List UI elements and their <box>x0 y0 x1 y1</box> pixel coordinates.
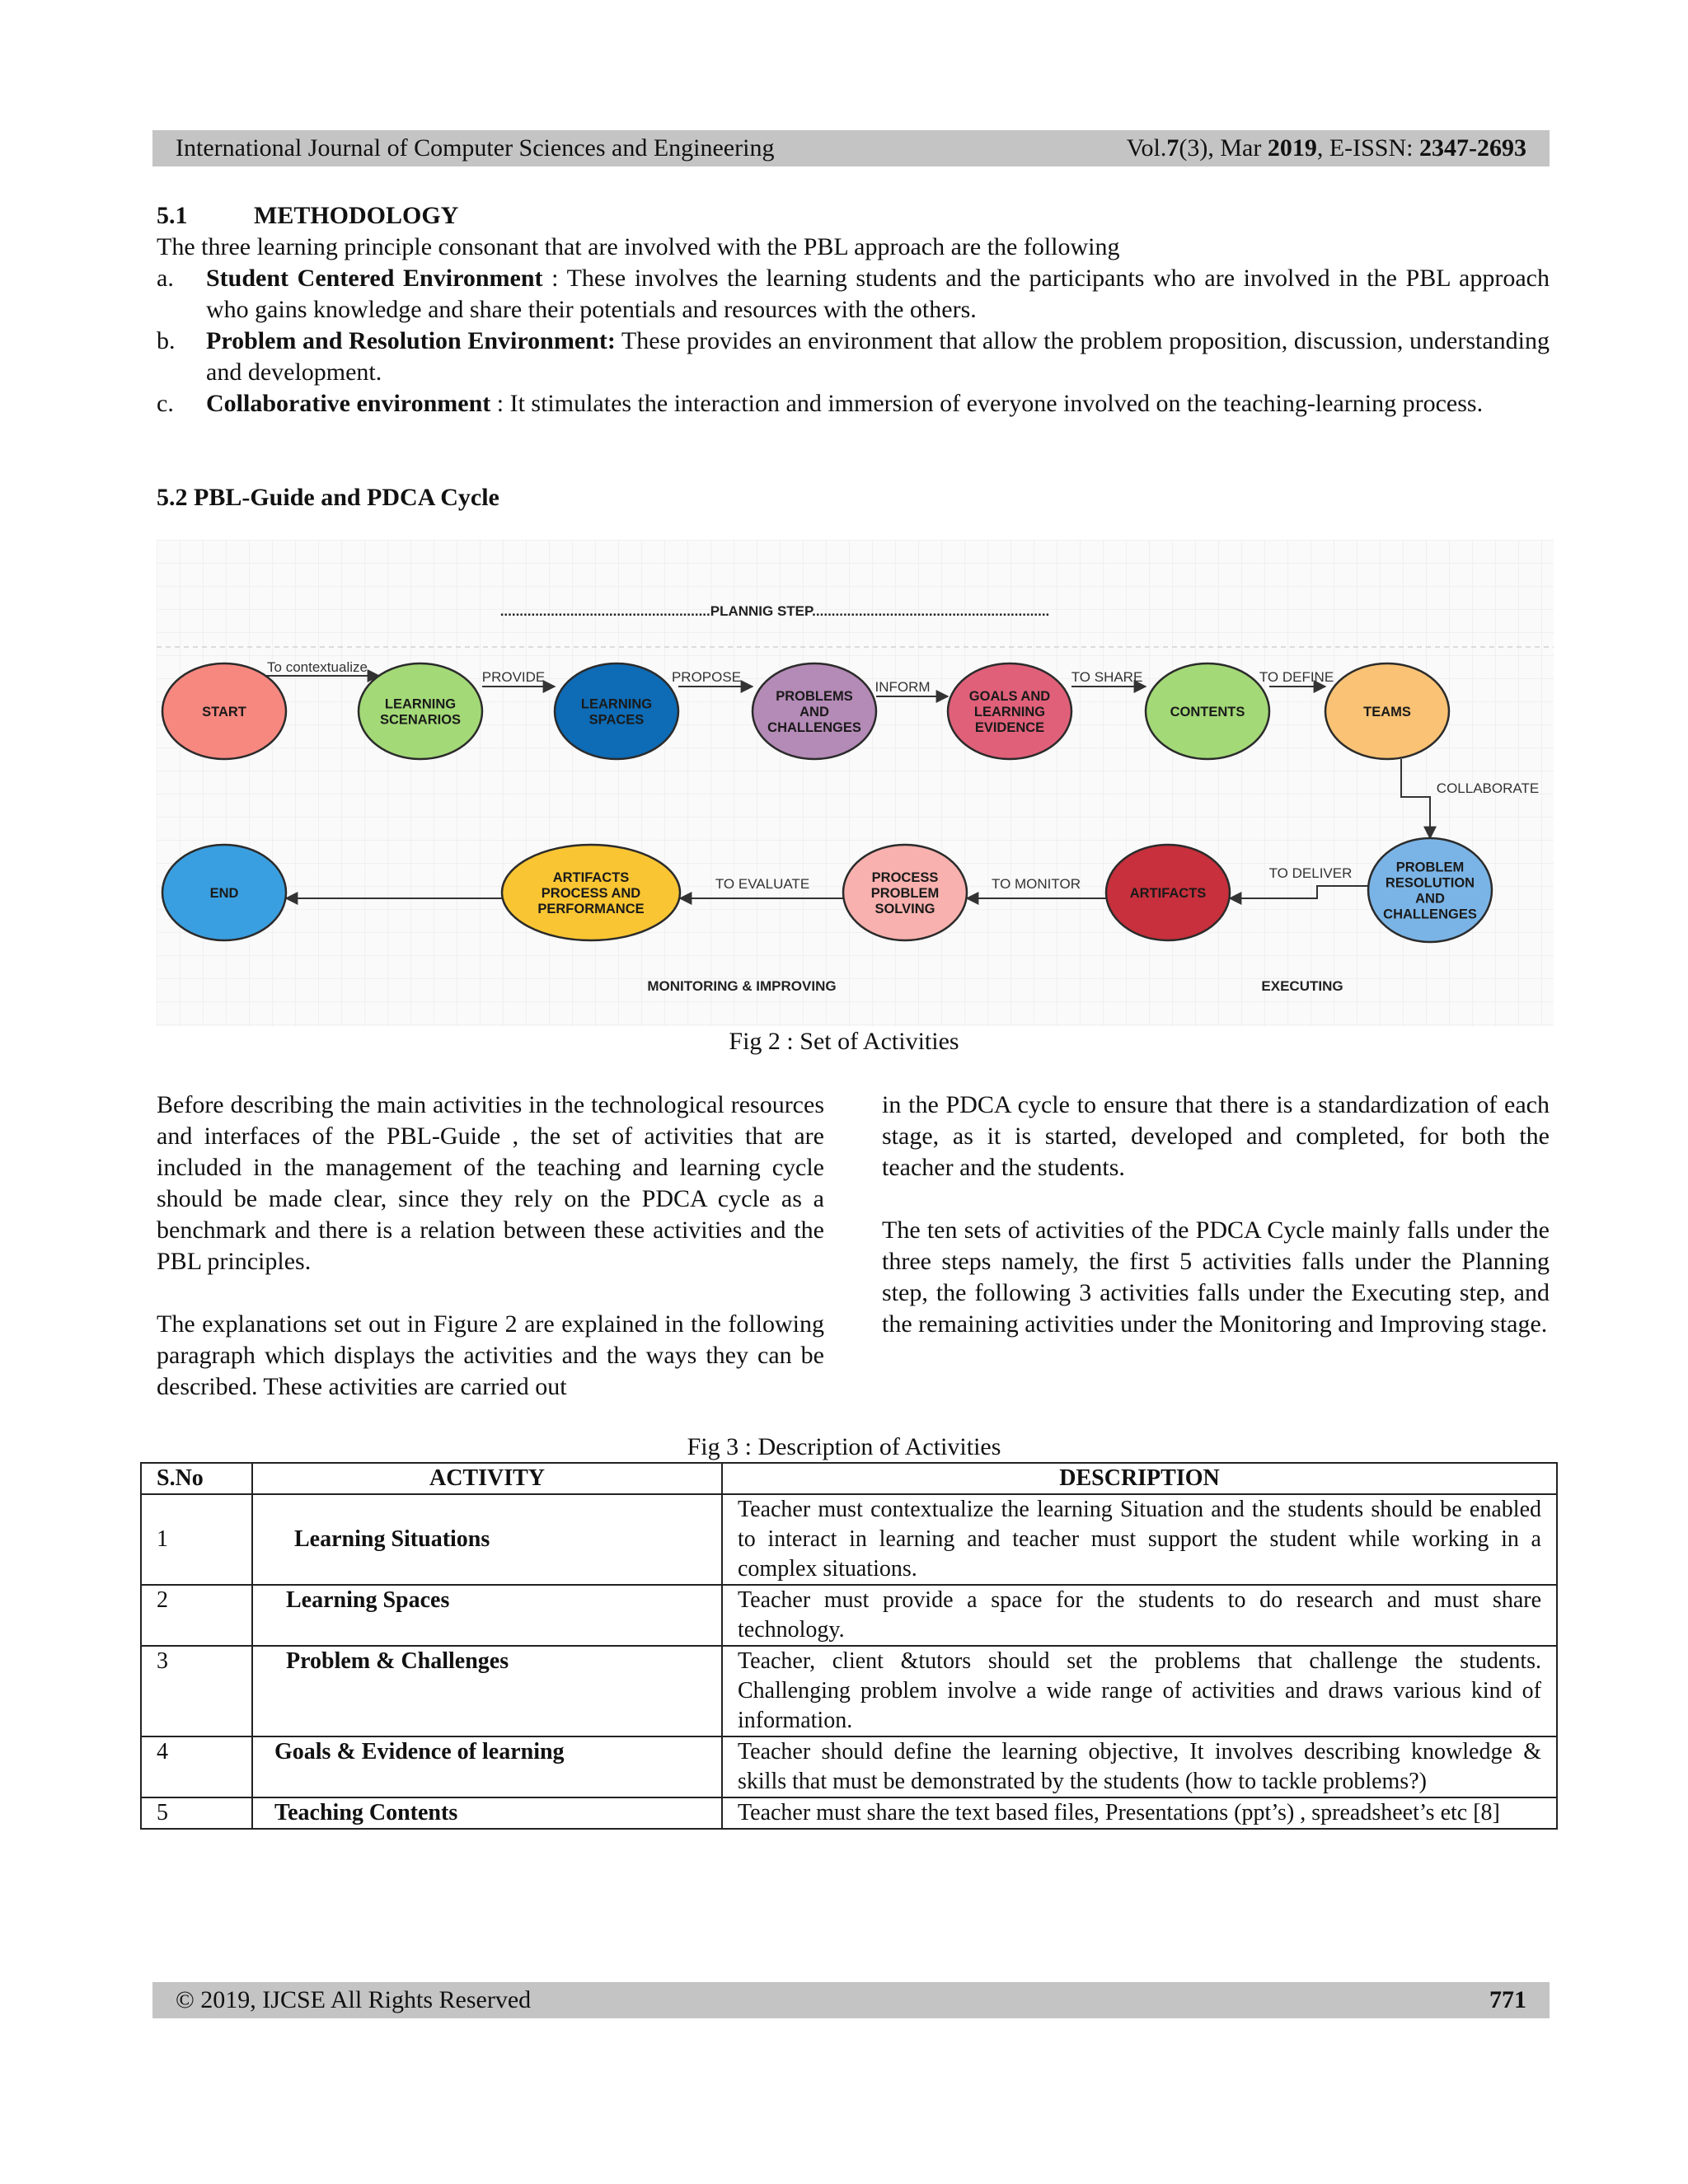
cell-description: Teacher must contextualize the learning Situation and the students should be enabled to interact in learning and teacher must support the student while working in a complex situations. <box>722 1494 1557 1585</box>
list-item: a. Student Centered Environment : These involves the learning students and the participants who are involved in the PBL approach who gains knowledge and share their potentials and resources with the others. <box>157 265 1550 323</box>
node-label: CONTENTS <box>1170 705 1245 719</box>
node-label: PROBLEM <box>1395 860 1465 875</box>
node-label: RESOLUTION <box>1385 875 1475 891</box>
table-row <box>141 1797 1557 1829</box>
executing-label: EXECUTING <box>1261 978 1343 994</box>
list-item: b. Problem and Resolution Environment: These provides an environment that allow the problem proposition, discussion, understanding and development. <box>157 327 1550 386</box>
node-start <box>162 663 286 759</box>
edge-label: TO MONITOR <box>992 876 1081 892</box>
node-teams <box>1325 663 1449 759</box>
copyright: © 2019, IJCSE All Rights Reserved <box>176 1986 532 2013</box>
edge-label: TO DEFINE <box>1259 669 1334 685</box>
volume-info: Vol.7(3), Mar 2019, E-ISSN: 2347-2693 <box>1126 134 1526 162</box>
node-label: AND <box>1415 891 1445 907</box>
cell-activity: Learning Spaces <box>252 1585 722 1646</box>
page-footer <box>152 1982 1550 2018</box>
node-label: SCENARIOS <box>379 712 462 728</box>
node-process-problem-solving <box>843 845 967 940</box>
column-header-sno: S.No <box>141 1463 252 1494</box>
column-header-description: DESCRIPTION <box>722 1463 1557 1494</box>
node-learning-spaces <box>555 663 678 759</box>
node-label: ARTIFACTS <box>552 870 630 885</box>
body-column-right <box>882 1090 1550 1340</box>
node-label: AND <box>799 705 829 719</box>
section-heading-methodology: 5.1 METHODOLOGY <box>157 202 459 229</box>
cell-description: Teacher, client &tutors should set the problems that challenge the students. Challenging problem involve a wide range of activities and draws various kind of information. <box>722 1646 1557 1736</box>
paragraph: in the PDCA cycle to ensure that there is a standardization of each stage, as it is started, developed and completed, for both the teacher and the students. <box>882 1091 1550 1181</box>
paragraph: Before describing the main activities in the technological resources and interfaces of the PBL-Guide , the set of activities that are included in the management of the teaching and learning cycle should be made clear, since they rely on the PDCA cycle as a benchmark and there is a relation between these activities and the PBL principles. <box>157 1091 824 1275</box>
journal-title: International Journal of Computer Sciences and Engineering <box>176 134 775 162</box>
node-label: PROBLEM <box>870 886 940 901</box>
edge-label: PROVIDE <box>481 669 546 685</box>
journal-header <box>152 130 1550 166</box>
cell-sno: 1 <box>141 1494 252 1585</box>
cell-activity: Teaching Contents <box>252 1797 722 1829</box>
page-number: 771 <box>1489 1986 1526 2013</box>
monitoring-label: MONITORING & IMPROVING <box>647 978 837 994</box>
node-label: GOALS AND <box>968 689 1051 704</box>
edge-label: PROPOSE <box>671 669 742 685</box>
figure-2-caption: Fig 2 : Set of Activities <box>729 1028 959 1055</box>
cell-description: Teacher should define the learning objective, It involves describing knowledge & skills that must be demonstrated by the students (how to tackle problems?) <box>722 1736 1557 1797</box>
node-goals-evidence <box>948 663 1071 759</box>
node-label: SPACES <box>588 712 645 728</box>
figure-3-caption: Fig 3 : Description of Activities <box>687 1433 1001 1460</box>
cell-activity: Problem & Challenges <box>252 1646 722 1736</box>
node-label: TEAMS <box>1363 705 1411 719</box>
node-contents <box>1146 663 1269 759</box>
edge-label: To contextualize <box>267 659 368 675</box>
pdca-flow-diagram <box>157 540 1554 1026</box>
cell-activity: Goals & Evidence of learning <box>252 1736 722 1797</box>
node-learning-scenarios <box>359 663 482 759</box>
node-label: START <box>202 705 246 719</box>
edge-label: TO DELIVER <box>1268 865 1353 881</box>
node-label: LEARNING <box>384 696 457 712</box>
node-end <box>162 845 286 940</box>
node-label: PROCESS AND <box>541 886 641 901</box>
paragraph: The explanations set out in Figure 2 are explained in the following paragraph which displays the activities and the ways they can be described. These activities are carried out <box>157 1310 824 1400</box>
edge-label: COLLABORATE <box>1436 780 1540 796</box>
node-label: PERFORMANCE <box>537 902 645 916</box>
edge-label: INFORM <box>874 679 931 695</box>
column-header-activity: ACTIVITY <box>252 1463 722 1494</box>
node-label: SOLVING <box>874 902 935 916</box>
node-label: PROBLEMS <box>776 689 853 704</box>
cell-sno: 4 <box>141 1736 252 1797</box>
table-header-row <box>141 1463 1557 1494</box>
section-intro: The three learning principle consonant that are involved with the PBL approach are the following <box>157 233 1120 260</box>
body-column-left <box>157 1090 824 1403</box>
section-heading-pbl-guide: 5.2 PBL-Guide and PDCA Cycle <box>157 484 499 511</box>
activities-table <box>140 1462 1558 1830</box>
edge-label: TO SHARE <box>1071 669 1143 685</box>
cell-sno: 2 <box>141 1585 252 1646</box>
planning-step-label: ......................................................PLANNIG STEP............................................................. <box>499 603 1050 619</box>
node-label: ARTIFACTS <box>1129 886 1207 901</box>
node-artifacts <box>1106 845 1230 940</box>
list-item: c. Collaborative environment : It stimulates the interaction and immersion of everyone involved on the teaching-learning process. <box>157 390 1484 417</box>
node-label: CHALLENGES <box>767 720 861 735</box>
table-row <box>141 1646 1557 1736</box>
node-label: CHALLENGES <box>1383 907 1477 922</box>
cell-activity: Learning Situations <box>252 1494 722 1585</box>
node-label: LEARNING <box>973 705 1046 719</box>
paragraph: The ten sets of activities of the PDCA Cycle mainly falls under the three steps namely, the first 5 activities falls under the Planning step, the following 3 activities falls under the Executing step, and the remaining activities under the Monitoring and Improving stage. <box>882 1216 1550 1338</box>
node-label: EVIDENCE <box>974 720 1045 735</box>
cell-sno: 3 <box>141 1646 252 1736</box>
cell-sno: 5 <box>141 1797 252 1829</box>
table-row <box>141 1585 1557 1646</box>
node-label: END <box>209 886 239 901</box>
node-label: LEARNING <box>580 696 653 712</box>
node-label: PROCESS <box>871 870 939 885</box>
node-problem-resolution <box>1368 838 1492 942</box>
cell-description: Teacher must share the text based files, Presentations (ppt’s) , spreadsheet’s etc [8] <box>722 1797 1557 1829</box>
node-artifacts-process-performance <box>502 845 680 940</box>
table-row <box>141 1736 1557 1797</box>
cell-description: Teacher must provide a space for the students to do research and must share technology. <box>722 1585 1557 1646</box>
node-problems-challenges <box>753 663 876 759</box>
table-row <box>141 1494 1557 1585</box>
edge-label: TO EVALUATE <box>715 876 810 892</box>
